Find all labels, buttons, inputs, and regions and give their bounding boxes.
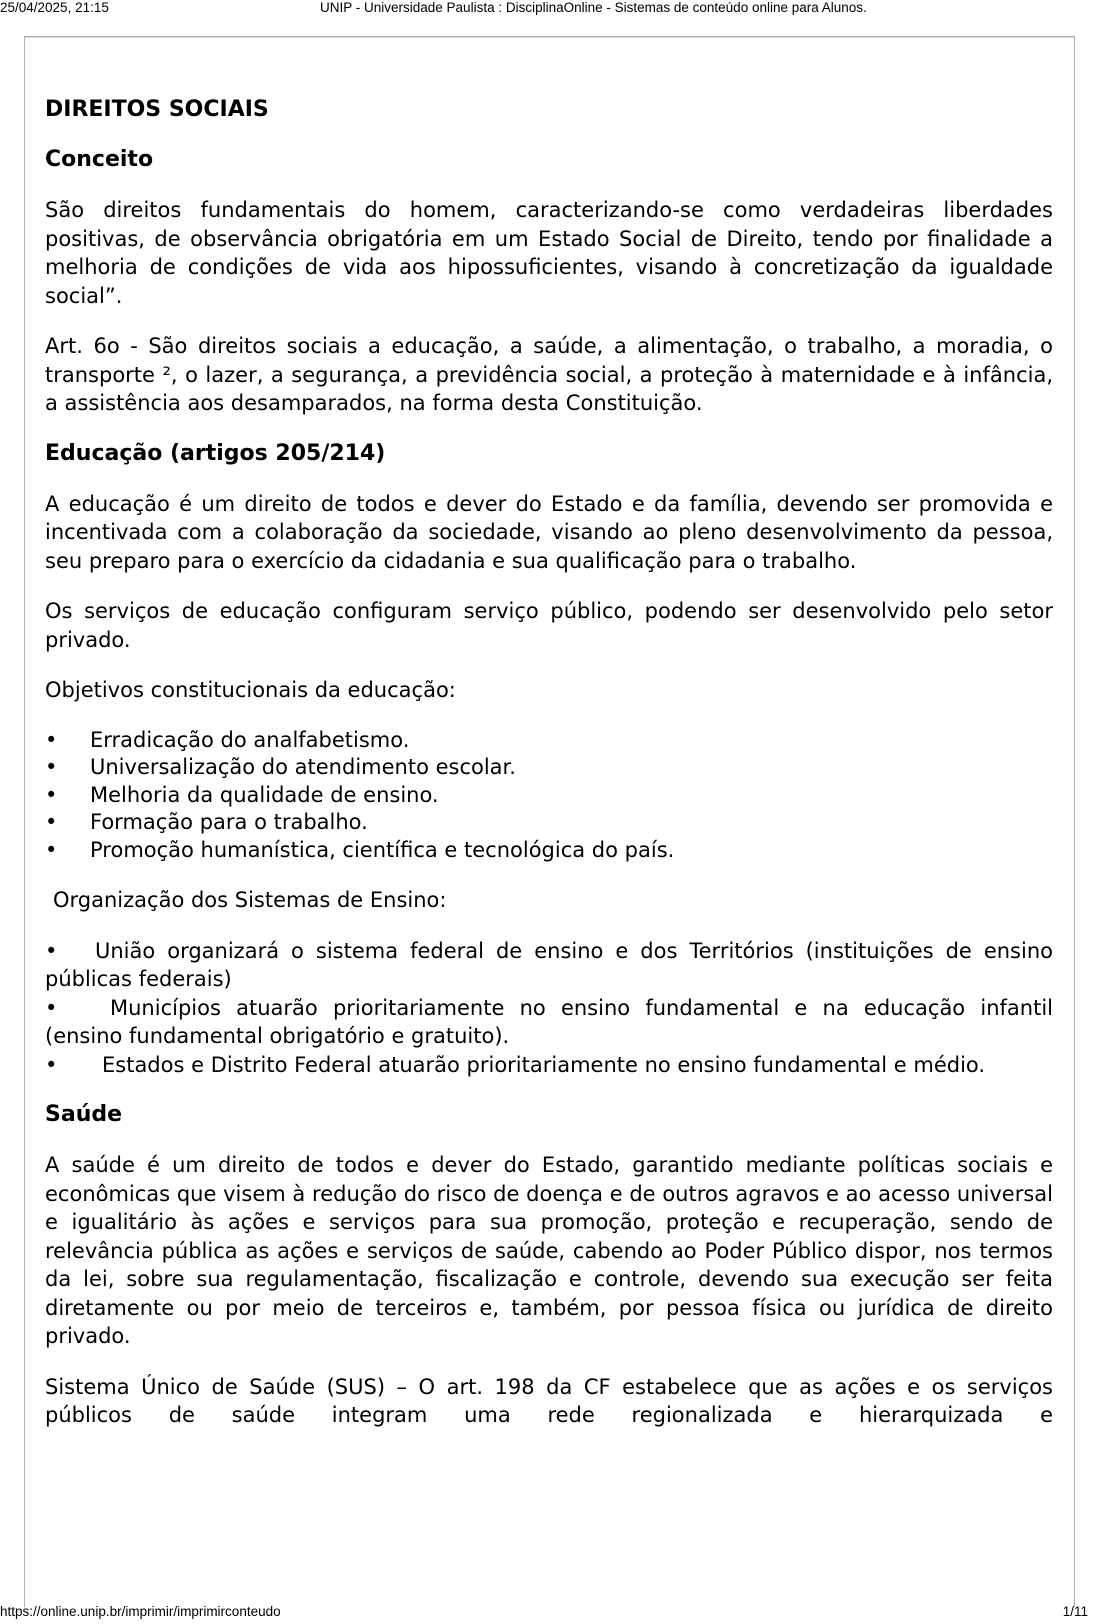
print-header [0,0,1094,20]
bullet-icon: • [45,810,58,834]
print-datetime: 25/04/2025, 21:15 [0,0,109,15]
bullet-icon: • [45,837,58,862]
bullet-icon: • [45,782,58,807]
section-heading-educacao: Educação (artigos 205/214) [45,440,386,466]
list-item: • Universalização do atendimento escolar. [45,754,1053,782]
organizacao-label: Organização dos Sistemas de Ensino: [53,888,447,912]
document-title: DIREITOS SOCIAIS [45,97,269,122]
list-item: • Estados e Distrito Federal atuarão prioritariamente no ensino fundamental e médio. [45,1051,1053,1080]
conceito-paragraph: São direitos fundamentais do homem, caracterizando-se como verdadeiras liberdades positivas, de observância obrigatória em um Estado Social de Direito, tendo por finalidade a melhoria de condições de vida aos hipossuficientes, visando à concretização da igualdade social”. [45,198,1053,308]
print-footer [0,1604,1094,1624]
list-item: • Municípios atuarão prioritariamente no ensino fundamental e na educação infantil (ensino fundamental obrigatório e gratuito). [45,995,1053,1048]
bullet-icon: • [45,1052,58,1077]
organizacao-list [45,937,1053,1080]
bullet-icon: • [45,755,58,779]
servicos-educacao-paragraph: Os serviços de educação configuram serviço público, podendo ser desenvolvido pelo setor privado. [45,599,1053,652]
sus-paragraph: Sistema Único de Saúde (SUS) – O art. 198 da CF estabelece que as ações e os serviços públicos de saúde integram uma rede regionalizada e hierarquizada e [45,1374,1053,1427]
list-item: • União organizará o sistema federal de ensino e dos Territórios (instituições de ensino públicas federais) [45,938,1053,991]
section-heading-conceito: Conceito [45,147,154,172]
bullet-icon: • [45,995,58,1020]
list-item: • Formação para o trabalho. [45,809,1053,837]
page-number: 1/11 [1062,1604,1088,1619]
objetivos-list [45,727,1053,865]
bullet-icon: • [45,938,58,963]
print-url: https://online.unip.br/imprimir/imprimirconteudo [0,1604,281,1619]
objetivos-label: Objetivos constitucionais da educação: [45,678,456,702]
art6-paragraph: Art. 6o - São direitos sociais a educação, a saúde, a alimentação, o trabalho, a moradia, o transporte ², o lazer, a segurança, a previdência social, a proteção à maternidade e à infância, a assistência aos desamparados, na forma desta Constituição. [45,334,1053,415]
saude-paragraph: A saúde é um direito de todos e dever do Estado, garantido mediante políticas sociais e econômicas que visem à redução do risco de doença e de outros agravos e ao acesso universal e igualitário às ações e serviços para sua promoção, proteção e recuperação, sendo de relevância pública as ações e serviços de saúde, cabendo ao Poder Público dispor, nos termos da lei, sobre sua regulamentação, fiscalização e controle, devendo sua execução ser feita diretamente ou por meio de terceiros e, também, por pessoa física ou jurídica de direito privado. [45,1153,1053,1348]
educacao-paragraph: A educação é um direito de todos e dever do Estado e da família, devendo ser promovida e incentivada com a colaboração da sociedade, visando ao pleno desenvolvimento da pessoa, seu preparo para o exercício da cidadania e sua qualificação para o trabalho. [45,491,1053,573]
document-content [45,96,1053,1452]
section-heading-saude: Saúde [45,1102,123,1127]
list-item: • Erradicação do analfabetismo. [45,727,1053,755]
list-item: • Promoção humanística, científica e tecnológica do país. [45,837,1053,865]
print-page-title: UNIP - Universidade Paulista : DisciplinaOnline - Sistemas de conteúdo online para Alunos. [320,0,867,15]
list-item: • Melhoria da qualidade de ensino. [45,782,1053,810]
bullet-icon: • [45,727,58,752]
